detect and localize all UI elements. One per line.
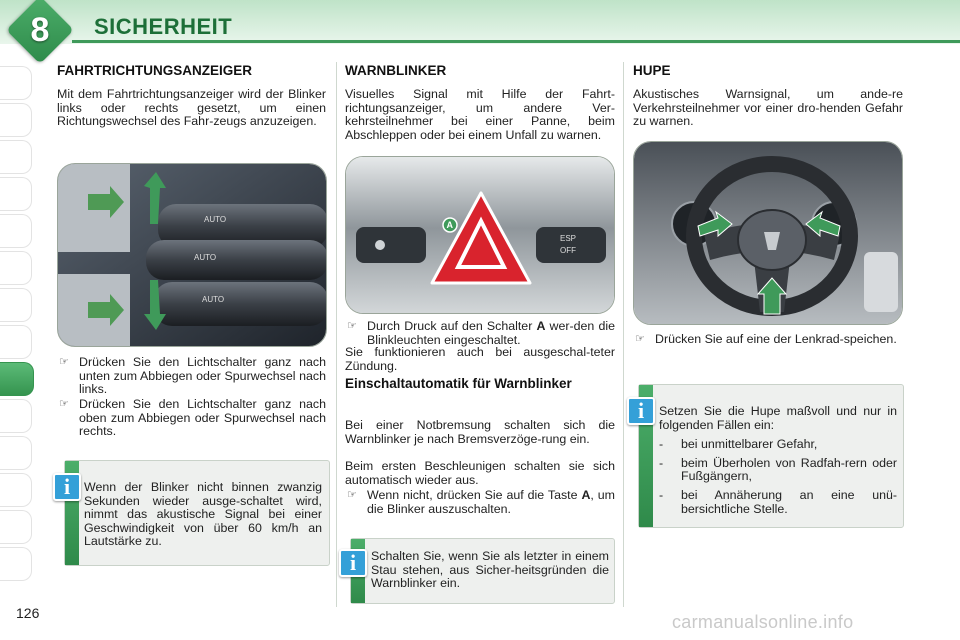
bullet-turn-left: ☞ Drücken Sie den Lichtschalter ganz nach unten zum Abbiegen oder Spurwechsel nach links. bbox=[59, 355, 326, 396]
bullet-turn-right: ☞ Drücken Sie den Lichtschalter ganz nach oben zum Abbiegen oder Spurwechsel nach rechts. bbox=[59, 397, 326, 438]
steering-wheel-photo bbox=[633, 141, 903, 325]
chapter-title: SICHERHEIT bbox=[94, 14, 233, 39]
fahrtrichtung-intro: Mit dem Fahrtrichtungsanzeiger wird der Blinker links oder rechts gesetzt, um einen Richtungswechsel des Fahr-zeugs anzuzeigen. bbox=[57, 87, 326, 128]
chapter-tab[interactable] bbox=[0, 288, 32, 322]
info-box-warnblinker bbox=[350, 538, 615, 604]
column-divider bbox=[623, 62, 624, 607]
turn-signal-stalk-photo bbox=[57, 163, 327, 347]
page-number: 126 bbox=[16, 605, 40, 621]
esp-off-label: OFF bbox=[560, 246, 576, 255]
info-box-blinker bbox=[64, 460, 330, 566]
chapter-tab-active[interactable] bbox=[0, 362, 34, 396]
section-title-warnblinker: WARNBLINKER bbox=[345, 63, 447, 78]
watermark: carmanualsonline.info bbox=[672, 612, 854, 632]
auto-hazard-text-2: Beim ersten Beschleunigen schalten sie sich automatisch wieder aus. bbox=[345, 459, 615, 487]
info-icon: i bbox=[627, 397, 655, 425]
steering-wheel-illustration bbox=[634, 142, 903, 325]
section-title-hupe: HUPE bbox=[633, 63, 671, 78]
info-hupe-intro: Setzen Sie die Hupe maßvoll und nur in folgenden Fällen ein: bbox=[659, 404, 897, 432]
bullet-hazard-off: ☞ Wenn nicht, drücken Sie auf die Taste A, um die Blinker auszuschalten. bbox=[347, 488, 615, 516]
info-text-blinker: Wenn der Blinker nicht binnen zwanzig Sekunden wieder ausge-schaltet wird, nimmt das akustische Signal bei einer Geschwindigkeit von über 60 km/h an Lautstärke zu. bbox=[84, 480, 322, 549]
info-icon: i bbox=[53, 473, 81, 501]
info-icon: i bbox=[339, 549, 367, 577]
chapter-tab[interactable] bbox=[0, 547, 32, 581]
hupe-intro: Akustisches Warnsignal, um ande-re Verkehrsteilnehmer vor einer dro-henden Gefahr zu warnen. bbox=[633, 87, 903, 128]
chapter-tab[interactable] bbox=[0, 214, 32, 248]
info-hupe-item: - beim Überholen von Radfah-rern oder Fußgängern, bbox=[659, 455, 897, 484]
header-rule bbox=[72, 40, 960, 43]
chapter-tab[interactable] bbox=[0, 325, 32, 359]
chapter-tab[interactable] bbox=[0, 510, 32, 544]
chapter-tab[interactable] bbox=[0, 436, 32, 470]
chapter-tab[interactable] bbox=[0, 140, 32, 174]
esp-label: ESP bbox=[560, 234, 577, 243]
stalk-label-auto-3: AUTO bbox=[202, 295, 225, 304]
info-text-hupe bbox=[659, 405, 897, 516]
section-title-fahrtrichtungsanzeiger: FAHRTRICHTUNGSANZEIGER bbox=[57, 63, 252, 78]
bullet-horn: ☞ Drücken Sie auf eine der Lenkrad-speichen. bbox=[635, 332, 897, 346]
hazard-switch-illustration bbox=[346, 157, 615, 314]
hand-pointer-icon: ☞ bbox=[347, 489, 357, 501]
subtitle-einschaltautomatik: Einschaltautomatik für Warnblinker bbox=[345, 376, 572, 391]
chapter-tab[interactable] bbox=[0, 399, 32, 433]
turn-signal-stalk-illustration bbox=[58, 164, 327, 347]
auto-hazard-text-1: Bei einer Notbremsung schalten sich die Warnblinker je nach Bremsverzöge-rung ein. bbox=[345, 418, 615, 446]
hazard-ignition-note: Sie funktionieren auch bei ausgeschal-teter Zündung. bbox=[345, 345, 615, 373]
switch-a-marker: A bbox=[446, 220, 453, 230]
info-hupe-item: - bei unmittelbarer Gefahr, bbox=[659, 437, 818, 452]
warnblinker-intro: Visuelles Signal mit Hilfe der Fahrt-richtungsanzeiger, um andere Ver-kehrsteilnehmer bei einer Panne, beim Abschleppen oder bei einem Unfall zu warnen. bbox=[345, 87, 615, 142]
hand-pointer-icon: ☞ bbox=[635, 333, 645, 345]
stalk-label-auto-2: AUTO bbox=[194, 253, 217, 262]
chapter-tab[interactable] bbox=[0, 473, 32, 507]
bullet-hazard-on: ☞ Durch Druck auf den Schalter A wer-den die Blinkleuchten eingeschaltet. bbox=[347, 319, 615, 347]
hand-pointer-icon: ☞ bbox=[347, 320, 357, 332]
chapter-tab[interactable] bbox=[0, 251, 32, 285]
hand-pointer-icon: ☞ bbox=[59, 398, 69, 410]
hand-pointer-icon: ☞ bbox=[59, 356, 69, 368]
chapter-tab[interactable] bbox=[0, 177, 32, 211]
info-box-hupe bbox=[638, 384, 904, 528]
info-hupe-item: - bei Annäherung an eine unü-bersichtliche Stelle. bbox=[659, 487, 897, 516]
chapter-tabs bbox=[0, 66, 36, 584]
info-text-warnblinker: Schalten Sie, wenn Sie als letzter in einem Stau stehen, aus Sicher-heitsgründen die Warnblinker ein. bbox=[371, 549, 609, 591]
column-divider bbox=[336, 62, 337, 607]
hazard-switch-photo bbox=[345, 156, 615, 314]
chapter-number: 8 bbox=[30, 10, 50, 49]
chapter-tab[interactable] bbox=[0, 103, 32, 137]
chapter-tab[interactable] bbox=[0, 66, 32, 100]
stalk-label-auto-1: AUTO bbox=[204, 215, 227, 224]
